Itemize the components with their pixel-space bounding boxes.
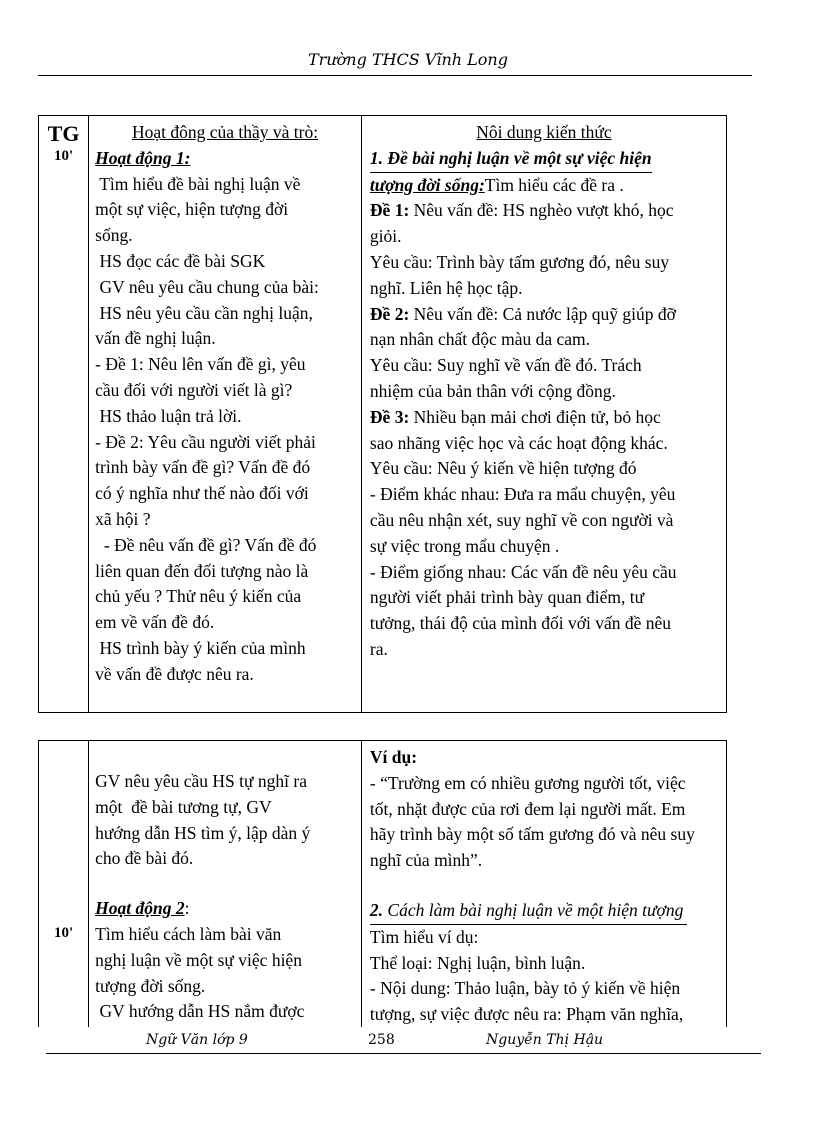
activity-text-line: liên quan đến đối tượng nào là	[95, 560, 309, 581]
de-1-text: Nêu vấn đề: HS nghèo vượt khó, học	[409, 200, 674, 221]
knowledge-content-cell-2	[361, 741, 726, 1028]
activity-text-line: em về vấn đề đó.	[95, 612, 215, 633]
time-value-2: 10'	[53, 925, 74, 941]
activity-text-line: trình bày vấn đề gì? Vấn đề đó	[95, 457, 311, 478]
similarity-point-cont-1: người viết phải trình bày quan điểm, tư	[369, 587, 645, 608]
de-2-requirement-cont: nhiệm của bản thân với cộng đồng.	[369, 380, 616, 401]
time-column-2	[39, 741, 89, 1028]
tg-heading: TG	[47, 121, 80, 146]
activity-text-line: vấn đề nghị luận.	[95, 328, 216, 349]
de-3-text: Nhiều bạn mải chơi điện tử, bỏ học	[409, 406, 661, 427]
activity-text-line: cầu đối với người viết là gì?	[95, 379, 293, 400]
activity-text-line: về vấn đề được nêu ra.	[95, 663, 254, 684]
time-column	[39, 116, 89, 713]
example-line: tốt, nhặt được của rơi đem lại người mất. Em	[369, 798, 686, 819]
activity-2-lines	[95, 922, 355, 1025]
activity-text-line: chủ yếu ? Thử nêu ý kiến của	[95, 586, 302, 607]
de-3-requirement: Yêu cầu: Nêu ý kiến về hiện tượng đó	[369, 458, 637, 479]
example-line: nghĩ của mình”.	[369, 850, 483, 871]
activity-text-line: - Đề 1: Nêu lên vấn đề gì, yêu	[95, 354, 306, 375]
de-1-requirement: Yêu cầu: Trình bày tấm gương đó, nêu suy	[369, 251, 670, 272]
activity-1-label: Hoạt động 1:	[95, 147, 191, 168]
footer-author: Nguyễn Thị Hậu	[486, 1032, 604, 1048]
activity-2-line: tượng đời sống.	[95, 975, 206, 996]
lesson-table-2-wrapper	[38, 740, 728, 1027]
activity-text-line: một sự việc, hiện tượng đời	[95, 199, 289, 220]
analysis-line: Thể loại: Nghị luận, bình luận.	[369, 952, 586, 973]
gv-task-line: cho đề bài đó.	[95, 848, 194, 869]
example-line: hãy trình bày một số tấm gương đó và nêu suy	[369, 824, 695, 845]
section-1-heading-cont: tượng đời sống:	[369, 174, 485, 195]
similarity-point-cont-3: ra.	[369, 638, 388, 659]
section-1-heading-rest: Tìm hiểu các đề ra .	[484, 174, 624, 195]
example-lines	[370, 771, 718, 874]
activity-column-title: Hoạt đông của thầy và trò:	[131, 122, 319, 142]
section-1-heading: 1. Đề bài nghị luận về một sự việc hiện	[370, 146, 652, 173]
activity-text-line: HS thảo luận trả lời.	[95, 405, 242, 426]
section-2-number: 2.	[369, 899, 384, 920]
de-3-label: Đề 3:	[369, 406, 410, 427]
similarity-point-cont-2: tưởng, thái độ của mình đối với vấn đề nêu	[369, 613, 672, 634]
de-3-text-cont: sao nhãng việc học và các hoạt động khác.	[369, 432, 668, 453]
gv-task-line: một đề bài tương tự, GV	[95, 796, 272, 817]
teacher-student-activity-cell	[89, 116, 362, 713]
activity-text-line: HS đọc các đề bài SGK	[95, 250, 266, 271]
lesson-table-2	[38, 740, 727, 1027]
section-2-heading: Cách làm bài nghị luận về một hiện tượng	[383, 899, 684, 920]
gv-task-line: hướng dẫn HS tìm ý, lập dàn ý	[95, 822, 311, 843]
activity-text-line: có ý nghĩa như thế nào đối với	[95, 483, 309, 504]
de-1-label: Đề 1:	[369, 200, 410, 221]
de-2-text-cont: nạn nhân chất độc màu da cam.	[369, 329, 591, 350]
teacher-student-activity-cell-2	[89, 741, 362, 1028]
activity-2-line: nghị luận về một sự việc hiện	[95, 949, 302, 970]
de-1-text-cont: giỏi.	[369, 226, 402, 247]
activity-2-label: Hoạt động 2	[95, 898, 185, 919]
footer-subject: Ngữ Văn lớp 9	[146, 1032, 248, 1048]
de-1-requirement-cont: nghĩ. Liên hệ học tập.	[369, 277, 523, 298]
activity-text-line: HS nêu yêu cầu cần nghị luận,	[95, 302, 313, 323]
footer-page-number: 258	[368, 1032, 395, 1048]
activity-text-line: GV nêu yêu cầu chung của bài:	[95, 276, 319, 297]
knowledge-content-cell	[361, 116, 726, 713]
example-line: - “Trường em có nhiều gương người tốt, việc	[369, 772, 686, 793]
activity-text-line: - Đề 2: Yêu cầu người viết phải	[95, 431, 316, 452]
difference-point-cont-1: cầu nêu nhận xét, suy nghĩ về con người và	[369, 509, 674, 530]
gv-task-line: GV nêu yêu cầu HS tự nghĩ ra	[95, 771, 307, 791]
difference-point: - Điểm khác nhau: Đưa ra mẩu chuyện, yêu	[369, 484, 676, 505]
page-header-school: Trường THCS Vĩnh Long	[308, 50, 508, 69]
activity-text-line: Tìm hiểu đề bài nghị luận về	[95, 173, 301, 194]
lesson-table-1	[38, 115, 727, 713]
example-label: Ví dụ:	[369, 747, 418, 767]
header-divider	[38, 75, 752, 76]
activity-text-line: HS trình bày ý kiến của mình	[95, 637, 306, 658]
activity-2-colon: :	[184, 898, 190, 919]
activity-2-line: GV hướng dẫn HS nắm được	[95, 1001, 305, 1022]
time-value: 10'	[53, 148, 74, 164]
de-2-requirement: Yêu cầu: Suy nghĩ về vấn đề đó. Trách	[369, 355, 642, 376]
gv-task-lines	[95, 769, 355, 872]
content-column-title: Nôi dung kiến thức	[476, 122, 612, 142]
similarity-point: - Điểm giống nhau: Các vấn đề nêu yêu cầu	[369, 561, 677, 582]
analysis-line: Tìm hiểu ví dụ:	[369, 926, 479, 947]
example-analysis-lines	[370, 925, 718, 1027]
de-2-label: Đề 2:	[369, 303, 410, 324]
activity-2-line: Tìm hiểu cách làm bài văn	[95, 923, 282, 944]
analysis-line: - Nội dung: Thảo luận, bày tỏ ý kiến về hiện	[369, 978, 681, 999]
footer-divider	[46, 1053, 761, 1054]
de-2-text: Nêu vấn đề: Cả nước lập quỹ giúp đỡ	[409, 303, 676, 324]
difference-point-cont-2: sự việc trong mẩu chuyện .	[369, 535, 560, 556]
analysis-line: tượng, sự việc được nêu ra: Phạm văn nghĩa,	[369, 1004, 684, 1025]
activity-text-line: sống.	[95, 225, 133, 246]
activity-text-line: - Đề nêu vấn đề gì? Vấn đề đó	[95, 534, 317, 555]
activity-1-lines	[95, 172, 355, 688]
activity-text-line: xã hội ?	[95, 508, 151, 529]
